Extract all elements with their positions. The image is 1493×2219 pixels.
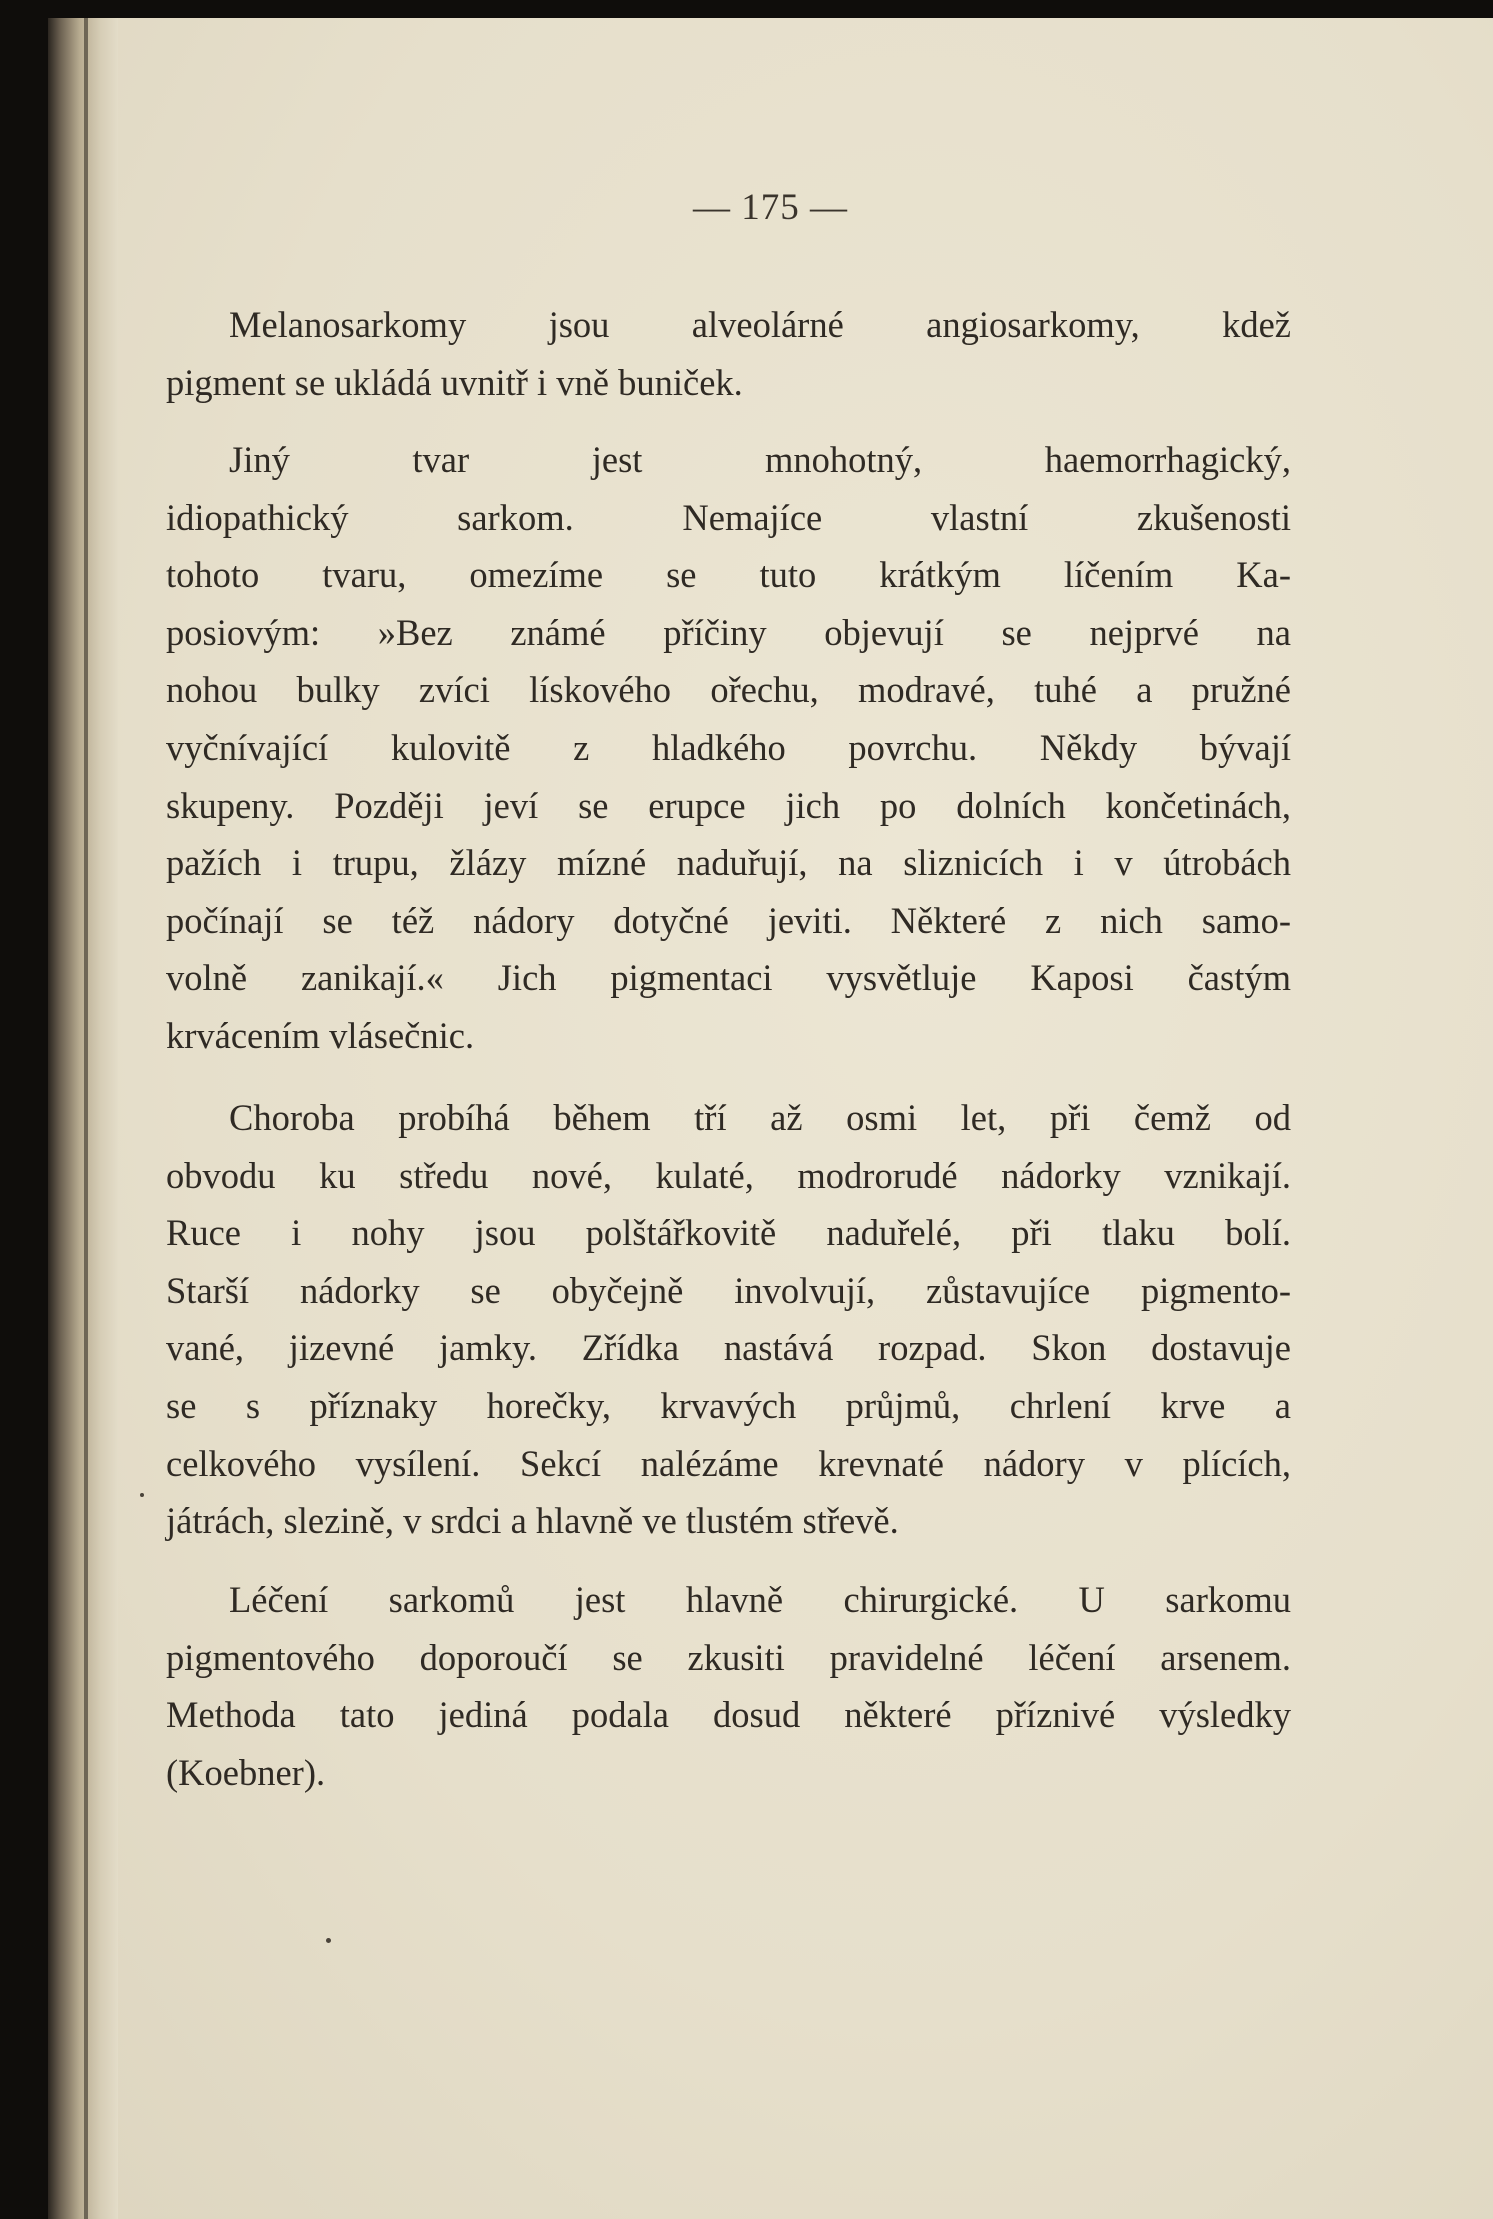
text-line: skupeny. Později jeví se erupce jich po dolních končetinách, — [166, 784, 1291, 826]
text-line: pigmentového doporoučí se zkusiti pravidelné léčení arsenem. — [166, 1636, 1291, 1678]
text-line: Ruce i nohy jsou polštářkovitě naduřelé, při tlaku bolí. — [166, 1212, 1291, 1254]
ink-speck — [326, 1938, 331, 1943]
paragraph-1 — [166, 296, 1291, 411]
text-line: vyčnívající kulovitě z hladkého povrchu. Někdy bývají — [166, 726, 1291, 768]
text-line: celkového vysílení. Sekcí nalézáme krevnaté nádory v plících, — [166, 1442, 1291, 1484]
text-line: vané, jizevné jamky. Zřídka nastává rozpad. Skon dostavuje — [166, 1327, 1291, 1369]
text-line: pažích i trupu, žlázy mízné naduřují, na sliznicích i v útrobách — [166, 842, 1291, 884]
paragraph-2 — [166, 431, 1291, 1065]
text-line: počínají se též nádory dotyčné jeviti. Některé z nich samo- — [166, 899, 1291, 941]
text-line: idiopathický sarkom. Nemajíce vlastní zkušenosti — [166, 496, 1291, 538]
text-line: Methoda tato jediná podala dosud některé příznivé výsledky — [166, 1694, 1291, 1736]
text-line: tohoto tvaru, omezíme se tuto krátkým líčením Ka- — [166, 554, 1291, 596]
text-line: obvodu ku středu nové, kulaté, modrorudé nádorky vznikají. — [166, 1154, 1291, 1196]
text-line: Melanosarkomy jsou alveolárné angiosarkomy, kdež — [229, 304, 1291, 345]
text-line: játrách, slezině, v srdci a hlavně ve tlustém střevě. — [166, 1500, 899, 1542]
text-line: se s příznaky horečky, krvavých průjmů, chrlení krve a — [166, 1384, 1291, 1426]
text-line: Léčení sarkomů jest hlavně chirurgické. U sarkomu — [229, 1579, 1291, 1620]
book-spine-shadow — [48, 18, 118, 2219]
ink-speck — [140, 1493, 144, 1497]
text-line: posiovým: »Bez známé příčiny objevují se nejprvé na — [166, 611, 1291, 653]
text-line: Jiný tvar jest mnohotný, haemorrhagický, — [229, 439, 1291, 480]
gutter-line — [84, 18, 88, 2219]
text-line: Starší nádorky se obyčejně involvují, zůstavujíce pigmento- — [166, 1269, 1291, 1311]
text-line: nohou bulky zvíci lískového ořechu, modravé, tuhé a pružné — [166, 669, 1291, 711]
text-line: volně zanikají.« Jich pigmentaci vysvětluje Kaposi častým — [166, 957, 1291, 999]
paragraph-4 — [166, 1571, 1291, 1801]
text-line: krvácením vlásečnic. — [166, 1014, 475, 1056]
paragraph-3 — [166, 1089, 1291, 1550]
text-line: Choroba probíhá během tří až osmi let, při čemž od — [229, 1097, 1291, 1138]
text-line: (Koebner). — [166, 1751, 326, 1793]
book-page — [48, 18, 1493, 2219]
text-line: pigment se ukládá uvnitř i vně buniček. — [166, 361, 743, 403]
page-number: — 175 — — [693, 187, 848, 228]
